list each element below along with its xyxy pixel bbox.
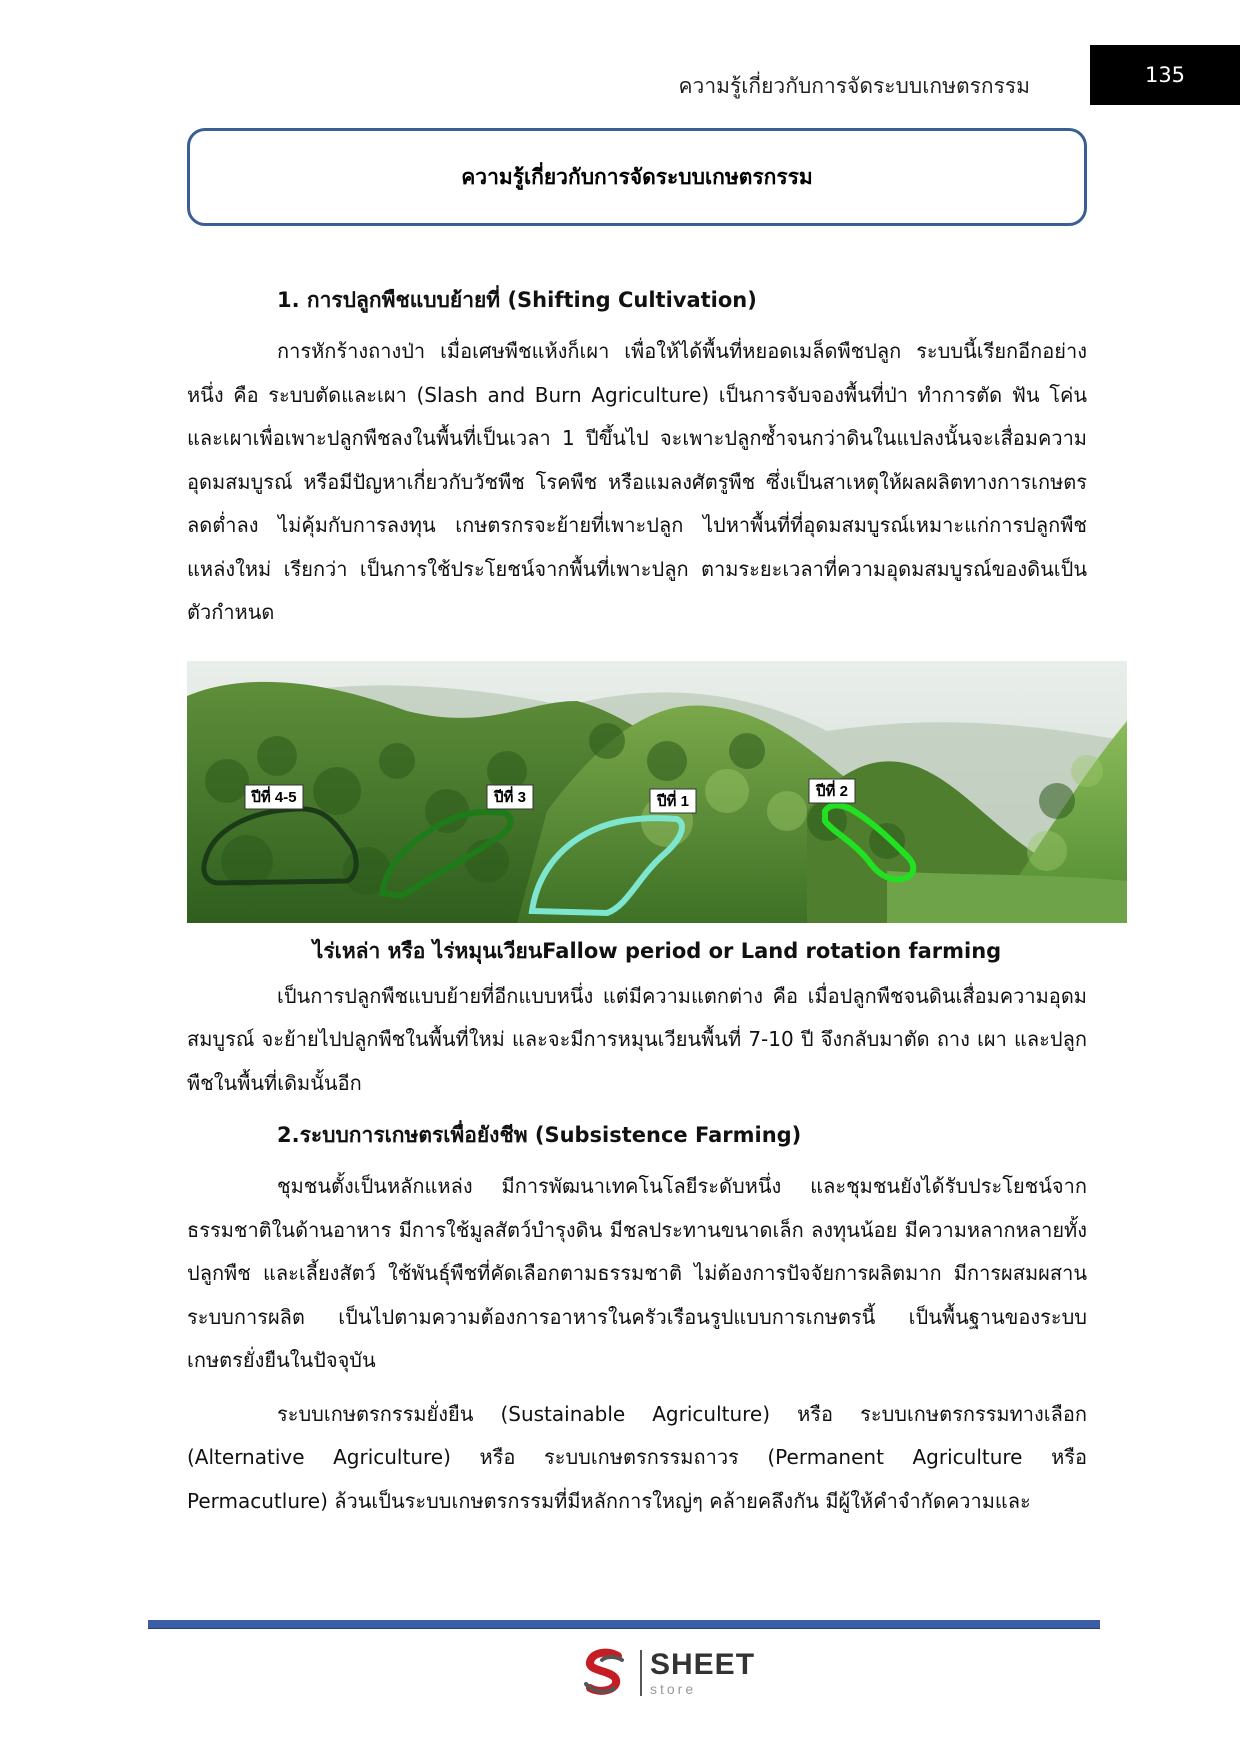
label-year-1: ปีที่ 1	[657, 792, 689, 810]
logo-subtext: store	[650, 1681, 697, 1697]
figure-caption: ไร่เหล่า หรือ ไร่หมุนเวียนFallow period or Land rotation farming	[312, 938, 1002, 963]
logo-wordmark: SHEET	[650, 1648, 756, 1681]
sheet-store-logo	[578, 1645, 755, 1701]
section2-paragraph2: ระบบเกษตรกรรมยั่งยืน (Sustainable Agriculture) หรือ ระบบเกษตรกรรมทางเลือก (Alternative Agriculture) หรือ ระบบเกษตรกรรมถาวร (Permanent Agriculture หรือ Permacutlure) ล้วนเป็นระบบเกษตรกรรมที่มีหลักการใหญ่ๆ คล้ายคลึงกัน มีผู้ให้คำจำกัดความและ	[187, 1401, 1087, 1513]
running-header: ความรู้เกี่ยวกับการจัดระบบเกษตรกรรม	[678, 74, 1030, 98]
label-year-4-5: ปีที่ 4-5	[251, 788, 297, 806]
title-box	[187, 128, 1087, 226]
section1-paragraph: การหักร้างถางป่า เมื่อเศษพืชแห้งก็เผา เพื่อให้ได้พื้นที่หยอดเมล็ดพืชปลูก ระบบนี้เรียกอีกอย่างหนึ่ง คือ ระบบตัดและเผา (Slash and Burn Agriculture) เป็นการจับจองพื้นที่ป่า ทำการตัด ฟัน โค่น และเผาเพื่อเพาะปลูกพืชลงในพื้นที่เป็นเวลา 1 ปีขึ้นไป จะเพาะปลูกซ้ำจนกว่าดินในแปลงนั้นจะเสื่อมความอุดมสมบูรณ์ หรือมีปัญหาเกี่ยวกับวัชพืช โรคพืช หรือแมลงศัตรูพืช ซึ่งเป็นสาเหตุให้ผลผลิตทางการเกษตรลดต่ำลง ไม่คุ้มกับการลงทุน เกษตรกรจะย้ายที่เพาะปลูก ไปหาพื้นที่ที่อุดมสมบูรณ์เหมาะแก่การปลูกพืชแหล่งใหม่ เรียกว่า เป็นการใช้ประโยชน์จากพื้นที่เพาะปลูก ตามระยะเวลาที่ความอุดมสมบูรณ์ของดินเป็นตัวกำหนด	[187, 339, 1087, 624]
label-year-2: ปีที่ 2	[816, 782, 848, 800]
section1b-paragraph: เป็นการปลูกพืชแบบย้ายที่อีกแบบหนึ่ง แต่มีความแตกต่าง คือ เมื่อปลูกพืชจนดินเสื่อมความอุดมสมบูรณ์ จะย้ายไปปลูกพืชในพื้นที่ใหม่ และจะมีการหมุนเวียนพื้นที่ 7-10 ปี จึงกลับมาตัด ถาง เผา และปลูกพืชในพื้นที่เดิมนั้นอีก	[187, 983, 1087, 1095]
page-number: 135	[1090, 45, 1240, 105]
footer-divider	[148, 1620, 1100, 1629]
s-logo-icon	[578, 1646, 632, 1700]
page-title: ความรู้เกี่ยวกับการจัดระบบเกษตรกรรม	[461, 164, 813, 189]
section2-paragraph1: ชุมชนตั้งเป็นหลักแหล่ง มีการพัฒนาเทคโนโลยีระดับหนึ่ง และชุมชนยังได้รับประโยชน์จากธรรมชาติในด้านอาหาร มีการใช้มูลสัตว์บำรุงดิน มีชลประทานขนาดเล็ก ลงทุนน้อย มีความหลากหลายทั้งปลูกพืช และเลี้ยงสัตว์ ใช้พันธุ์พืชที่คัดเลือกตามธรรมชาติ ไม่ต้องการปัจจัยการผลิตมาก มีการผสมผสานระบบการผลิต เป็นไปตามความต้องการอาหารในครัวเรือนรูปแบบการเกษตรนี้ เป็นพื้นฐานของระบบเกษตรยั่งยืนในปัจจุบัน	[187, 1174, 1087, 1372]
label-year-3: ปีที่ 3	[494, 788, 526, 806]
shifting-cultivation-photo	[187, 661, 1127, 923]
section1-heading: 1. การปลูกพืชแบบย้ายที่ (Shifting Cultivation)	[277, 288, 757, 312]
section2-heading: 2.ระบบการเกษตรเพื่อยังชีพ (Subsistence Farming)	[277, 1123, 802, 1147]
content	[187, 280, 1087, 1523]
